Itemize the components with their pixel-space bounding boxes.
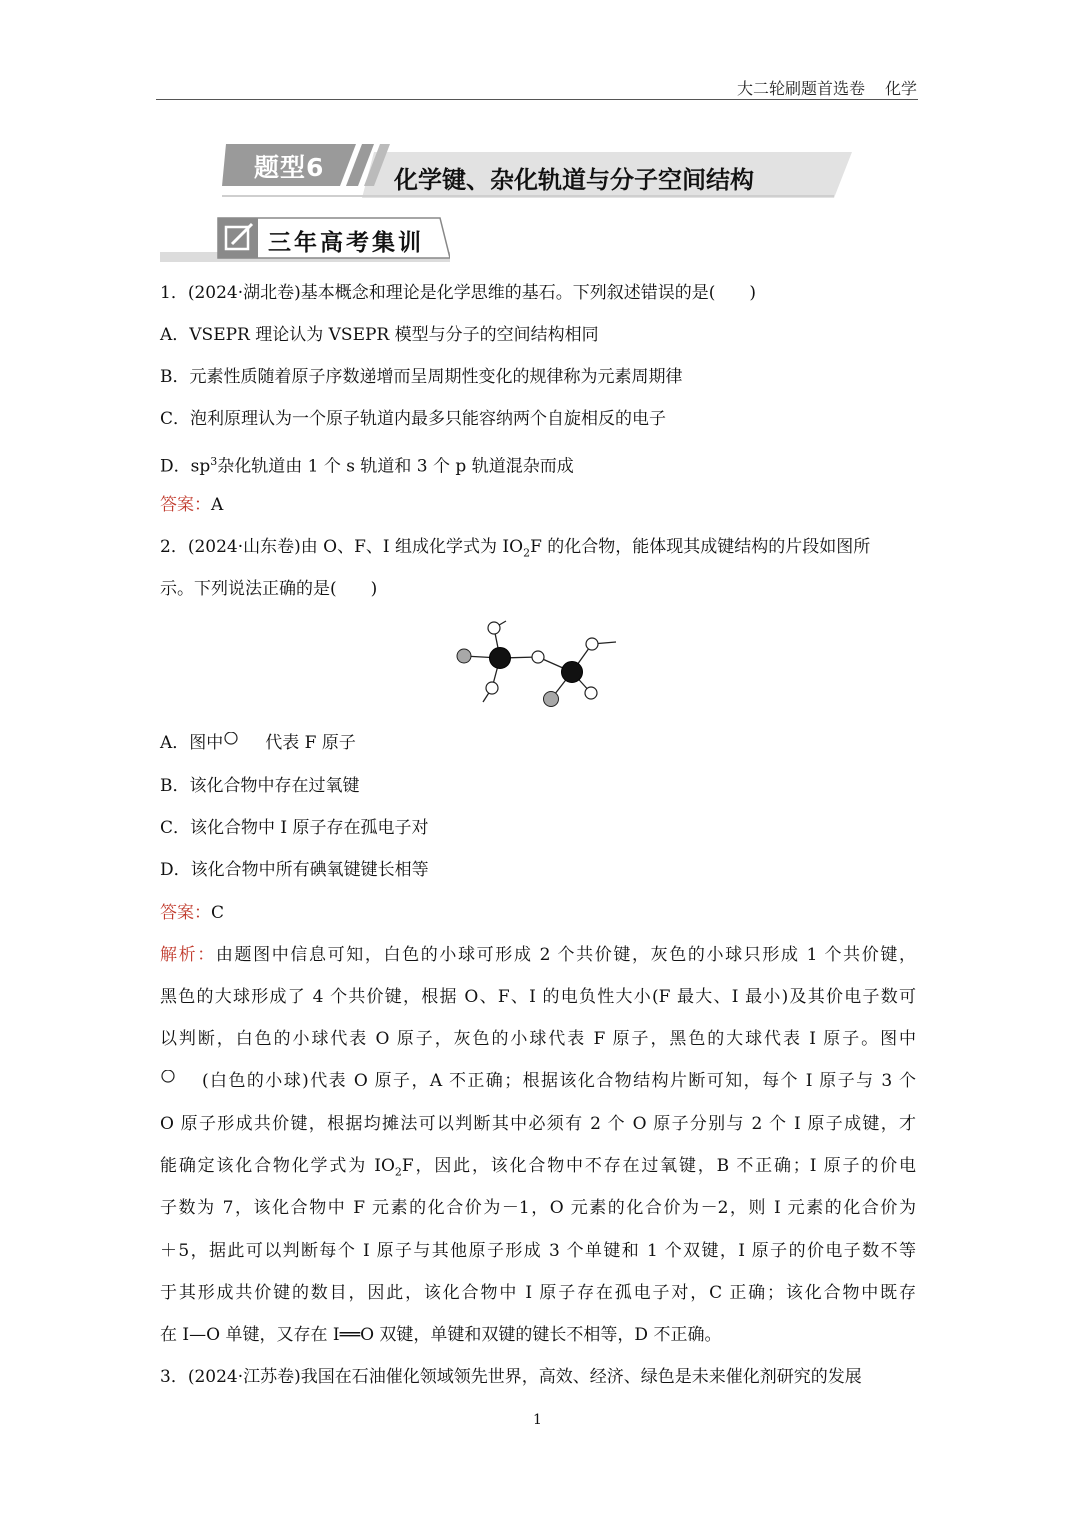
header-rule [156, 99, 918, 100]
analysis-line-5: O 原子形成共价键，根据均摊法可以判断其中必须有 2 个 O 原子分别与 2 个 I 原子成键，才 [160, 1114, 916, 1134]
q2-option-c: C．该化合物中 I 原子存在孤电子对 [160, 818, 429, 838]
q1-option-d: D．$sp^3$杂化轨道由 1 个 s 轨道和 3 个 p 轨道混杂而成 [160, 455, 574, 477]
page-number: 1 [533, 1412, 542, 1428]
analysis-label: 解析： [160, 945, 216, 965]
section-heading [160, 216, 450, 266]
q1-answer: 答案：A [160, 495, 224, 515]
q1-option-a: A．VSEPR 理论认为 VSEPR 模型与分子的空间结构相同 [160, 325, 599, 345]
analysis-line-1: 解析：由题图中信息可知，白色的小球可形成 2 个共价键，灰色的小球只形成 1 个共价键， [160, 945, 917, 965]
running-header [737, 76, 917, 99]
q1-option-c: C．泡利原理认为一个原子轨道内最多只能容纳两个自旋相反的电子 [160, 409, 667, 429]
analysis-line-4: (白色的小球)代表 O 原子，A 不正确；根据该化合物结构片断可知，每个 I 原子与 3 个 [160, 1070, 916, 1092]
q2-option-b: B．该化合物中存在过氧键 [160, 776, 360, 796]
q1-stem: 1．(2024·湖北卷)基本概念和理论是化学思维的基石。下列叙述错误的是( ) [160, 283, 757, 303]
answer-label: 答案： [160, 495, 211, 515]
section-title: 三年高考集训 [268, 230, 424, 256]
q2-stem-line2: 示。下列说法正确的是( ) [160, 579, 378, 599]
analysis-line-10: 在 I—O 单键，又存在 I══O 双键，单键和双键的键长不相等，D 不正确。 [160, 1325, 722, 1345]
analysis-line-2: 黑色的大球形成了 4 个共价键，根据 O、F、I 的电负性大小(F 最大、I 最小)及其价电子数可 [160, 987, 916, 1007]
analysis-line-6: 能确定该化合物化学式为 $IO_2F$，因此，该化合物中不存在过氧键，B 不正确；I 原子的价电 [160, 1156, 916, 1179]
topic-title: 化学键、杂化轨道与分子空间结构 [394, 166, 754, 194]
q3-stem: 3．(2024·江苏卷)我国在石油催化领域领先世界，高效、经济、绿色是未来催化剂研究的发展 [160, 1367, 862, 1387]
analysis-line-7: 子数为 7，该化合物中 F 元素的化合价为－1，O 元素的化合价为－2，则 I 元素的化合价为 [160, 1198, 916, 1218]
q2-option-d: D．该化合物中所有碘氧键键长相等 [160, 860, 429, 880]
q2-stem-line1: 2．(2024·山东卷)由 O、F、I 组成化学式为 $IO_2F$ 的化合物，能体现其成键结构的片段如图所 [160, 537, 871, 560]
analysis-line-9: 于其形成共价键的数目，因此，该化合物中 I 原子存在孤电子对，C 正确；该化合物中既存 [160, 1283, 916, 1303]
white-ball-icon [160, 1070, 202, 1088]
analysis-line-8: ＋5，据此可以判断每个 I 原子与其他原子形成 3 个单键和 1 个双键，I 原子的价电子数不等 [160, 1241, 916, 1261]
topic-type-label: 题型6 [254, 153, 325, 182]
q1-option-b: B．元素性质随着原子序数递增而呈周期性变化的规律称为元素周期律 [160, 367, 683, 387]
topic-banner [222, 140, 852, 198]
q2-answer: 答案：C [160, 903, 225, 923]
analysis-line-3: 以判断，白色的小球代表 O 原子，灰色的小球代表 F 原子，黑色的大球代表 I 原子。图中 [160, 1029, 916, 1049]
answer-label: 答案： [160, 903, 211, 923]
double-bond-symbol: ══ [339, 1325, 361, 1345]
header-subject: 化学 [884, 79, 917, 98]
molecule-structure-figure [450, 615, 630, 715]
q2-option-a: A．图中 代表 F 原子 [160, 733, 356, 753]
header-book-title: 大二轮刷题首选卷 [736, 79, 865, 98]
white-ball-icon [223, 732, 265, 750]
